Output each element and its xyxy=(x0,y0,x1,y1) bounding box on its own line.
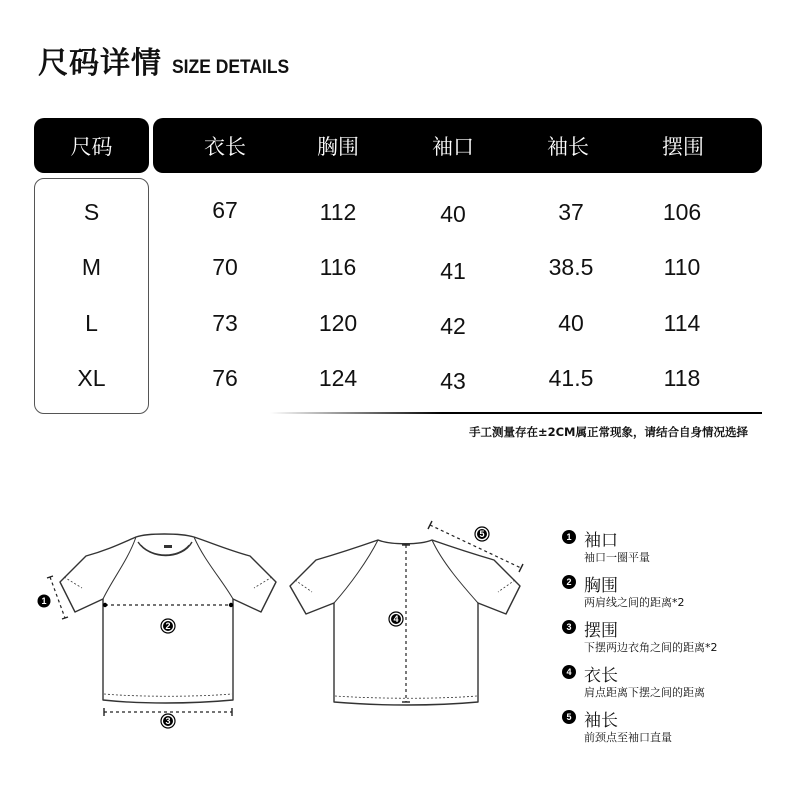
legend-number: 1 xyxy=(562,530,576,544)
size-label: XL xyxy=(77,365,106,391)
marker-5 xyxy=(475,527,489,541)
size-label: L xyxy=(85,310,98,336)
table-cell: 106 xyxy=(662,199,702,225)
size-header: 尺码 xyxy=(34,118,149,173)
table-cell: 37 xyxy=(558,199,584,225)
legend-title: 衣长 xyxy=(584,666,618,686)
legend-desc: 袖口一圈平量 xyxy=(584,551,650,564)
table-cell: 120 xyxy=(318,310,358,336)
table-cell: 43 xyxy=(440,368,466,394)
legend-number: 5 xyxy=(562,710,576,724)
legend-number: 2 xyxy=(562,575,576,589)
front-raglan-right xyxy=(194,537,233,599)
back-raglan-left xyxy=(334,540,378,603)
table-cell: 38.5 xyxy=(548,254,594,280)
marker-2 xyxy=(161,619,175,633)
title-chinese: 尺码详情 xyxy=(38,46,162,81)
column-header-chest: 胸围 xyxy=(317,134,359,159)
marker-1-label: 1 xyxy=(41,596,47,606)
marker-5-label: 5 xyxy=(479,529,485,539)
legend-number: 4 xyxy=(562,665,576,679)
title-english: SIZE DETAILS xyxy=(172,57,290,78)
legend-title: 袖口 xyxy=(584,531,618,551)
front-raglan-left xyxy=(103,537,136,599)
table-cell: 118 xyxy=(663,365,701,391)
column-header-length: 衣长 xyxy=(204,134,246,159)
table-cell: 41.5 xyxy=(548,365,594,391)
table-cell: 124 xyxy=(318,365,358,391)
legend-desc: 下摆两边衣角之间的距离*2 xyxy=(584,641,718,654)
marker-1 xyxy=(38,595,51,608)
table-cell: 41 xyxy=(440,258,466,284)
table-cell: 114 xyxy=(663,310,701,336)
column-header-sleeve: 袖长 xyxy=(547,134,589,159)
cuff-measure-line xyxy=(50,577,65,618)
marker-2-label: 2 xyxy=(165,621,171,631)
marker-4 xyxy=(389,612,403,626)
legend-title: 袖长 xyxy=(584,711,618,731)
legend-desc: 两肩线之间的距离*2 xyxy=(584,596,685,609)
legend-desc: 前颈点至袖口直量 xyxy=(584,731,672,744)
measurement-note: 手工测量存在±2CM属正常现象，请结合自身情况选择 xyxy=(468,425,748,439)
marker-3-label: 3 xyxy=(165,716,171,726)
column-header-hem: 摆围 xyxy=(662,134,704,159)
marker-4-label: 4 xyxy=(393,614,399,624)
legend-title: 胸围 xyxy=(584,576,618,596)
table-cell: 42 xyxy=(440,313,466,339)
column-header-cuff: 袖口 xyxy=(432,134,474,159)
legend-title: 摆围 xyxy=(584,621,618,641)
legend-number: 3 xyxy=(562,620,576,634)
back-raglan-right xyxy=(432,540,478,603)
table-cell: 112 xyxy=(319,199,357,225)
table-cell: 110 xyxy=(663,254,701,280)
front-collar xyxy=(138,542,192,556)
marker-3 xyxy=(161,714,175,728)
table-cell: 40 xyxy=(440,201,466,227)
table-cell: 116 xyxy=(319,254,357,280)
table-cell: 67 xyxy=(212,197,238,223)
back-shirt-outline xyxy=(290,540,520,705)
table-cell: 76 xyxy=(212,365,238,391)
table-cell: 73 xyxy=(212,310,238,336)
size-label: S xyxy=(83,199,100,225)
size-label: M xyxy=(81,254,102,280)
table-cell: 70 xyxy=(212,254,238,280)
table-cell: 40 xyxy=(558,310,584,336)
legend-desc: 肩点距离下摆之间的距离 xyxy=(584,686,705,699)
